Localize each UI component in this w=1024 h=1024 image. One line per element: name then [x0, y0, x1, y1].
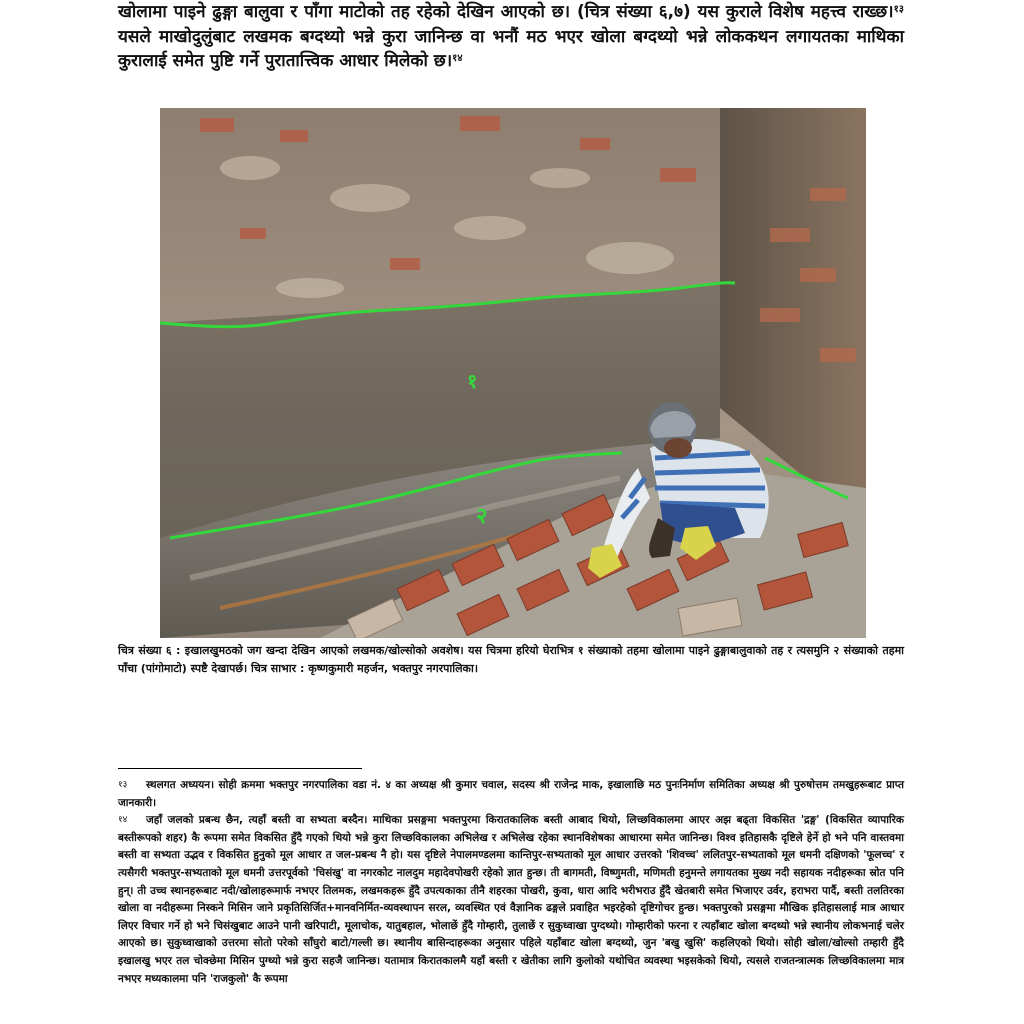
- footnote-divider: [118, 768, 362, 769]
- body-text-a: खोलामा पाइने ढुङ्गा बालुवा र पाँगा माटोको तह रहेको देखिन आएको छ। (चित्र संख्या ६,७) यस कुराले विशेष महत्त्व राख्छ।: [118, 2, 894, 22]
- body-text-b: यसले माखोदुलुंबाट लखमक बग्दथ्यो भन्ने कुरा जानिन्छ वा भनौं मठ भएर खोला बग्दथ्यो भन्ने लोककथन लगायतका माथिका कुरालाई समेत पुष्टि गर्ने पुरातात्त्विक आधार मिलेको छ।: [118, 26, 904, 71]
- footnote-14: [118, 812, 904, 988]
- footnote-ref-13[interactable]: १३: [893, 4, 904, 15]
- footnotes: [118, 777, 904, 988]
- footnote-13: [118, 777, 904, 812]
- body-paragraph: [118, 0, 904, 74]
- footnote-text: स्थलगत अध्ययन। सोही क्रममा भक्तपुर नगरपालिका वडा नं. ४ का अध्यक्ष श्री कुमार चवाल, सदस्य श्री राजेन्द्र माक, इखालाछि मठ पुनःनिर्माण समितिका अध्यक्ष श्री पुरुषोत्तम तमखुहरूबाट प्राप्त जानकारी।: [118, 779, 904, 809]
- footnote-number: १४: [118, 815, 128, 826]
- layer-label-2: २: [476, 504, 488, 529]
- footnote-number: १३: [118, 780, 128, 790]
- footnote-text: जहाँ जलको प्रबन्ध छैन, त्यहाँ बस्ती वा सभ्यता बस्दैन। माथिका प्रसङ्गमा भक्तपुरमा किरातकालिक बस्ती आबाद थियो, लिच्छविकालमा आएर अझ बढ्ता विकसित 'द्रङ्ग' (विकसित व्यापारिक बस्तीरूपको शहर) कै रूपमा समेत विकसित हुँदै गएको थियो भन्ने कुरा लिच्छविकालका अभिलेख र अभिलेख रहेका स्थानविशेषका आधारमा समेत जानिन्छ। विश्व इतिहासकै दृष्टिले हेर्ने हो भने पनि वास्तवमा बस्ती वा सभ्यता उद्भव र विकसित हुनुको मूल आधार त जल-प्रबन्ध नै हो। यस दृष्टिले नेपालमण्डलमा कान्तिपुर-सभ्यताको मूल आधार उत्तरको 'शिवच्च' ललितपुर-सभ्यताको मूल धमनी दक्षिणको 'फूलच्च' र त्यसैगरी भक्तपुर-सभ्यताको मूल धमनी उत्तरपूर्वको 'चिसंखु' वा नगरकोट नालदुम महादेवपोखरी रहेको ज्ञात हुन्छ। ती बागमती, विष्णुमती, मणिमती हनुमन्ते लगायतका मुख्य नदी सहायक नदीहरूका स्रोत पनि हुन्। ती उच्च स्थानहरूबाट नदी/खोलाहरूमार्फ नभएर तिलमक, लखमकहरू हुँदै उपत्यकाका तीनै शहरका पोखरी, कुवा, धारा आदि भरीभराउ हुँदै खेतबारी समेत भिजाएर उर्वर, हराभरा पार्दै, बस्ती तलतिरका खोला वा नदीहरूमा निस्कने मिसिन जाने प्रकृतिसिर्जित+मानवनिर्मित-व्यवस्थापन सरल, व्यवस्थित एवं वैज्ञानिक ढङ्गले प्रवाहित भइरहेको दृष्टिगोचर हुन्छ। भक्तपुरको प्रसङ्गमा मौखिक इतिहासलाई मात्र आधार लिएर विचार गर्ने हो भने चिसंखुबाट आउने पानी खरिपाटी, मूलाचोक, यातुबहाल, भोलाछें हुँदै गोम्हारी, तुलाछें र सुकुध्वाखा पुग्दथ्यो। गोम्हारीको फरना र त्यहाँबाट खोला बग्दथ्यो भन्ने स्थानीय लोकभनाई चलेर आएको छ। सुकुध्वाखाको उत्तरमा सोतो परेको साँघुरो बाटो/गल्ली छ। स्थानीय बासिन्दाहरूका अनुसार पहिले यहाँबाट खोला बग्दथ्यो, जुन 'बखु खुसि' कहलिएको थियो। सोही खोला/खोल्सो तम्हारी हुँदै इखालखु भएर तल चोक्छेमा मिसिन पुग्थ्यो भन्ने कुरा सहजै जानिन्छ। यतामात्र किरातकालमै यहाँ बस्ती र खेतीका लागि कुलोको यथोचित व्यवस्था भइसकेको थियो, त्यसले राजतन्त्रात्मक लिच्छविकालमा मात्र नभएर मध्यकालमा पनि 'राजकुलो' कै रूपमा: [118, 814, 904, 985]
- layer-label-1: १: [467, 369, 478, 393]
- figure-caption: चित्र संख्या ६ : इखालखुमठको जग खन्दा देखिन आएको लखमक/खोल्सोको अवशेष। यस चित्रमा हरियो घेराभित्र १ संख्याको तहमा खोलामा पाइने ढुङ्गाबालुवाको तह र त्यसमुनि २ संख्याको तहमा पाँचा (पांगोमाटो) स्पष्टै देखापर्छ। चित्र साभार : कृष्णकुमारी महर्जन, भक्तपुर नगरपालिका।: [118, 644, 904, 675]
- footnote-ref-14[interactable]: १४: [452, 53, 463, 64]
- excavation-photo: [160, 108, 866, 638]
